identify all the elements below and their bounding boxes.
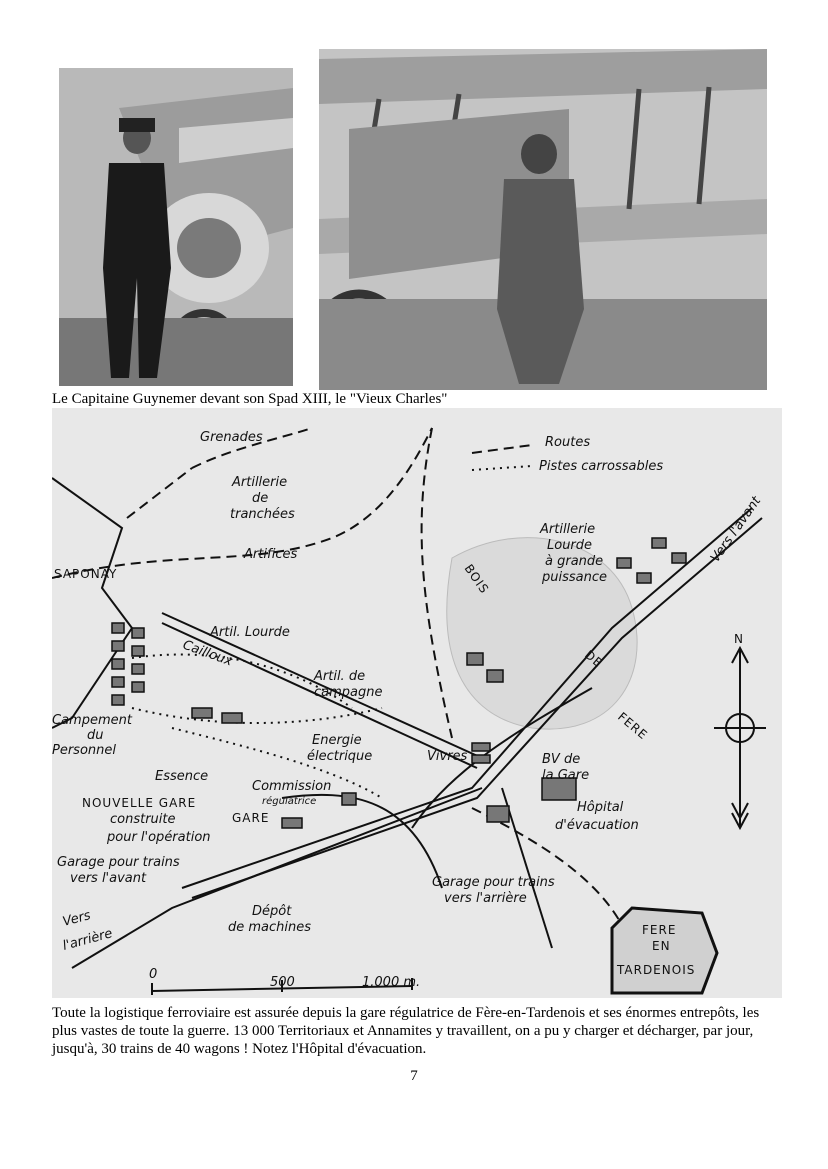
map-label-cailloux: Cailloux — [180, 637, 235, 670]
map-label-fere-en-1: FERE — [642, 923, 677, 937]
map-label-art-lourde-2: Lourde — [547, 538, 593, 553]
map-label-north: N — [734, 632, 744, 646]
map-label-campement-1: Campement — [52, 713, 132, 728]
map-label-garage-arriere-1: Garage pour trains — [432, 875, 555, 890]
map-label-art-tranchees-1: Artillerie — [232, 475, 288, 490]
map-label-commission-1: Commission — [252, 779, 332, 794]
map-label-garage-avant-2: vers l'avant — [70, 871, 147, 886]
map-label-garage-avant-1: Garage pour trains — [57, 855, 180, 870]
map-label-art-lourde-1: Artillerie — [540, 522, 596, 537]
map-label-gare: GARE — [232, 811, 270, 825]
map-label-art-tranchees-2: de — [252, 491, 269, 506]
map-label-de: DE — [582, 647, 606, 671]
map-label-nouvelle-gare-3: pour l'opération — [107, 830, 211, 845]
map-label-artil-lourde: Artil. Lourde — [210, 625, 290, 640]
map-label-grenades: Grenades — [200, 430, 263, 445]
caption-bottom: Toute la logistique ferroviaire est assurée depuis la gare régulatrice de Fère-en-Tardenois et ses énormes entrepôts, les plus vastes de toute la guerre. 13 000 Territoriaux et Annamites y travaillent, on a pu y charger et décharger, par jour, jusqu'à, 30 trains de 40 wagons ! Notez l'Hôpital d'évacuation. — [52, 1005, 760, 1057]
map-scale-500: 500 — [270, 975, 295, 990]
map-label-art-lourde-3: à grande — [545, 554, 604, 569]
map-label-artifices: Artifices — [244, 547, 298, 562]
map-label-bois: BOIS — [461, 561, 492, 597]
map-label-campement-3: Personnel — [52, 743, 116, 758]
map-label-vers-arriere-1: Vers — [61, 908, 93, 930]
map-label-hopital-1: Hôpital — [577, 800, 624, 815]
map-label-nouvelle-gare-2: construite — [110, 812, 176, 827]
map-label-commission-2: régulatrice — [262, 796, 317, 807]
map-label-garage-arriere-2: vers l'arrière — [444, 891, 527, 906]
map-label-energie-1: Energie — [312, 733, 362, 748]
map-label-art-tranchees-3: tranchées — [230, 507, 295, 522]
caption-top: Le Capitaine Guynemer devant son Spad XIII, le "Vieux Charles" — [52, 391, 448, 407]
map-label-depot-1: Dépôt — [252, 904, 292, 919]
map-label-campement-2: du — [87, 728, 104, 743]
map-label-routes: Routes — [545, 435, 591, 450]
map-label-artil-campagne-2: campagne — [314, 685, 383, 700]
map-scale-1000: 1.000 m. — [362, 975, 421, 990]
map-label-pistes: Pistes carrossables — [539, 459, 664, 474]
map-label-vers-avant: Vers l'avant — [707, 493, 765, 566]
map-label-fere: FERE — [615, 709, 651, 743]
map-label-saponay: SAPONAY — [54, 567, 118, 581]
map-label-energie-2: électrique — [307, 749, 373, 764]
map-label-vivres: Vivres — [427, 749, 468, 764]
map-label-bv-1: BV de — [542, 752, 581, 767]
map-label-fere-en-2: EN — [652, 939, 671, 953]
photo-pilot-biplane — [319, 49, 767, 390]
map-label-depot-2: de machines — [228, 920, 312, 935]
map-label-bv-2: la Gare — [542, 768, 590, 783]
map-label-nouvelle-gare-1: NOUVELLE GARE — [82, 796, 197, 810]
map-label-fere-en-3: TARDENOIS — [617, 963, 696, 977]
map-label-art-lourde-4: puissance — [542, 570, 607, 585]
map-label-essence: Essence — [155, 769, 209, 784]
map-label-artil-campagne-1: Artil. de — [314, 669, 366, 684]
page-number: 7 — [410, 1068, 418, 1084]
map-label-vers-arriere-2: l'arrière — [61, 926, 115, 954]
map-fere-en-tardenois — [52, 408, 782, 998]
map-label-hopital-2: d'évacuation — [555, 818, 639, 833]
map-scale-0: 0 — [149, 967, 158, 982]
photo-guynemer — [59, 68, 293, 386]
